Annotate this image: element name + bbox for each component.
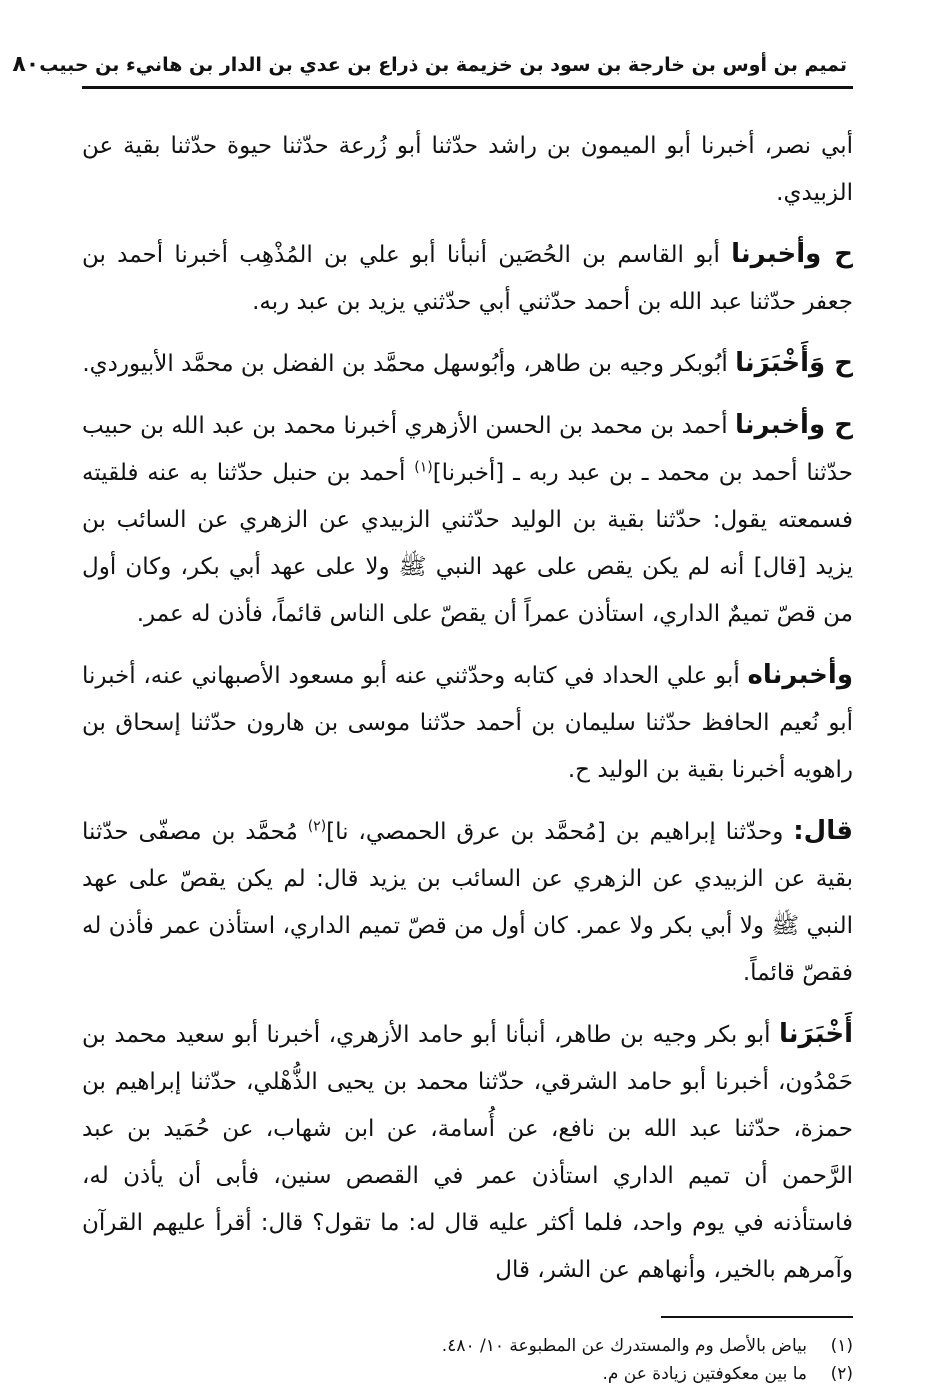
- footnote-text: ما بين معكوفتين زيادة عن م.: [602, 1364, 807, 1384]
- paragraph: [82, 1011, 853, 1294]
- paragraph-lead: ح وأخبرنا: [731, 239, 853, 269]
- paragraph-text: وحدّثنا إبراهيم بن [مُحمَّد بن عرق الحمصي، نا]: [326, 819, 784, 845]
- paragraph-text: أبو القاسم بن الحُصَين أنبأنا أبو علي بن المُذْهِب أخبرنا أحمد بن جعفر حدّثنا عبد الله بن أحمد حدّثني أبي حدّثني يزيد بن عبد ربه.: [82, 242, 853, 315]
- paragraph: [82, 123, 853, 217]
- paragraph-text: أبي نصر، أخبرنا أبو الميمون بن راشد حدّثنا أبو زُرعة حدّثنا حيوة حدّثنا بقية عن الزبيدي.: [82, 133, 853, 206]
- page-number: ٨٠: [12, 52, 40, 77]
- paragraph: [82, 402, 853, 638]
- footnote-number: (٢): [830, 1364, 853, 1384]
- running-header: [12, 50, 853, 89]
- paragraph-lead: قال:: [793, 816, 854, 846]
- paragraph: [82, 231, 853, 326]
- paragraph: [82, 652, 853, 794]
- footnote-divider: [661, 1316, 853, 1318]
- paragraph-text: أبُوبكر وجيه بن طاهر، وأبُوسهل محمَّد بن الفضل بن محمَّد الأبيوردي.: [82, 351, 728, 377]
- paragraph-text: أبو علي الحداد في كتابه وحدّثني عنه أبو مسعود الأصبهاني عنه، أخبرنا أبو نُعيم الحافظ حدّثنا سليمان بن أحمد حدّثنا موسى بن هارون حدّثنا إسحاق بن راهويه أخبرنا بقية بن الوليد ح.: [82, 663, 853, 783]
- footnote-text: بياض بالأصل وم والمستدرك عن المطبوعة ١٠/ ٤٨٠.: [441, 1336, 807, 1356]
- paragraph-lead: ح وَأَخْبَرَنا: [735, 348, 853, 378]
- paragraph: [82, 808, 853, 997]
- paragraph: [82, 340, 853, 388]
- running-title: تميم بن أوس بن خارجة بن سود بن خزيمة بن ذراع بن عدي بن الدار بن هانيء بن حبيب: [39, 54, 847, 76]
- paragraph-text: أحمد بن محمد بن الحسن الأزهري أخبرنا محمد بن عبد الله بن حبيب حدّثنا أحمد بن محمد ـ بن عبد ربه ـ [أخبرنا]: [82, 413, 854, 486]
- paragraph-text-continued: أحمد بن حنبل حدّثنا به عنه فلقيته فسمعته يقول: حدّثنا بقية بن الوليد حدّثني الزبيدي عن الزهري عن السائب بن يزيد [قال] أنه لم يكن يقص على عهد النبي ﷺ ولا على عهد أبي بكر، وكان أول من قصّ تميمٌ الداري، استأذن عمراً أن يقصّ على الناس قائماً، فأذن له عمر.: [82, 460, 853, 627]
- footnote: [82, 1332, 853, 1360]
- main-text: [82, 123, 853, 1294]
- footnote: [82, 1360, 853, 1388]
- footnote-number: (١): [830, 1336, 853, 1356]
- paragraph-lead: ح وأخبرنا: [735, 410, 854, 440]
- footnotes: [82, 1332, 853, 1388]
- paragraph-lead: وأخبرناه: [747, 660, 853, 690]
- paragraph-text: أبو بكر وجيه بن طاهر، أنبأنا أبو حامد الأزهري، أخبرنا أبو سعيد محمد بن حَمْدُون، أخبرنا أبو حامد الشرقي، حدّثنا محمد بن يحيى الذُّهْلي، حدّثنا إبراهيم بن حمزة، حدّثنا عبد الله بن نافع، عن أُسامة، عن ابن شهاب، عن حُمَيد بن عبد الرَّحمن أن تميم الداري استأذن عمر في القصص سنين، فأبى أن يأذن له، فاستأذنه في يوم واحد، فلما أكثر عليه قال له: ما تقول؟ قال: أقرأ عليهم القرآن وآمرهم بالخير، وأنهاهم عن الشر، قال: [82, 1022, 853, 1283]
- paragraph-text-continued: مُحمَّد بن مصفّى حدّثنا بقية عن الزبيدي عن الزهري عن السائب بن يزيد قال: لم يكن يقصّ على عهد النبي ﷺ ولا أبي بكر ولا عمر. كان أول من قصّ تميم الداري، استأذن عمر فأذن له فقصّ قائماً.: [82, 819, 853, 986]
- footnote-marker: (٢): [307, 818, 327, 835]
- paragraph-lead: أَخْبَرَنا: [779, 1019, 853, 1049]
- footnote-marker: (١): [414, 459, 433, 476]
